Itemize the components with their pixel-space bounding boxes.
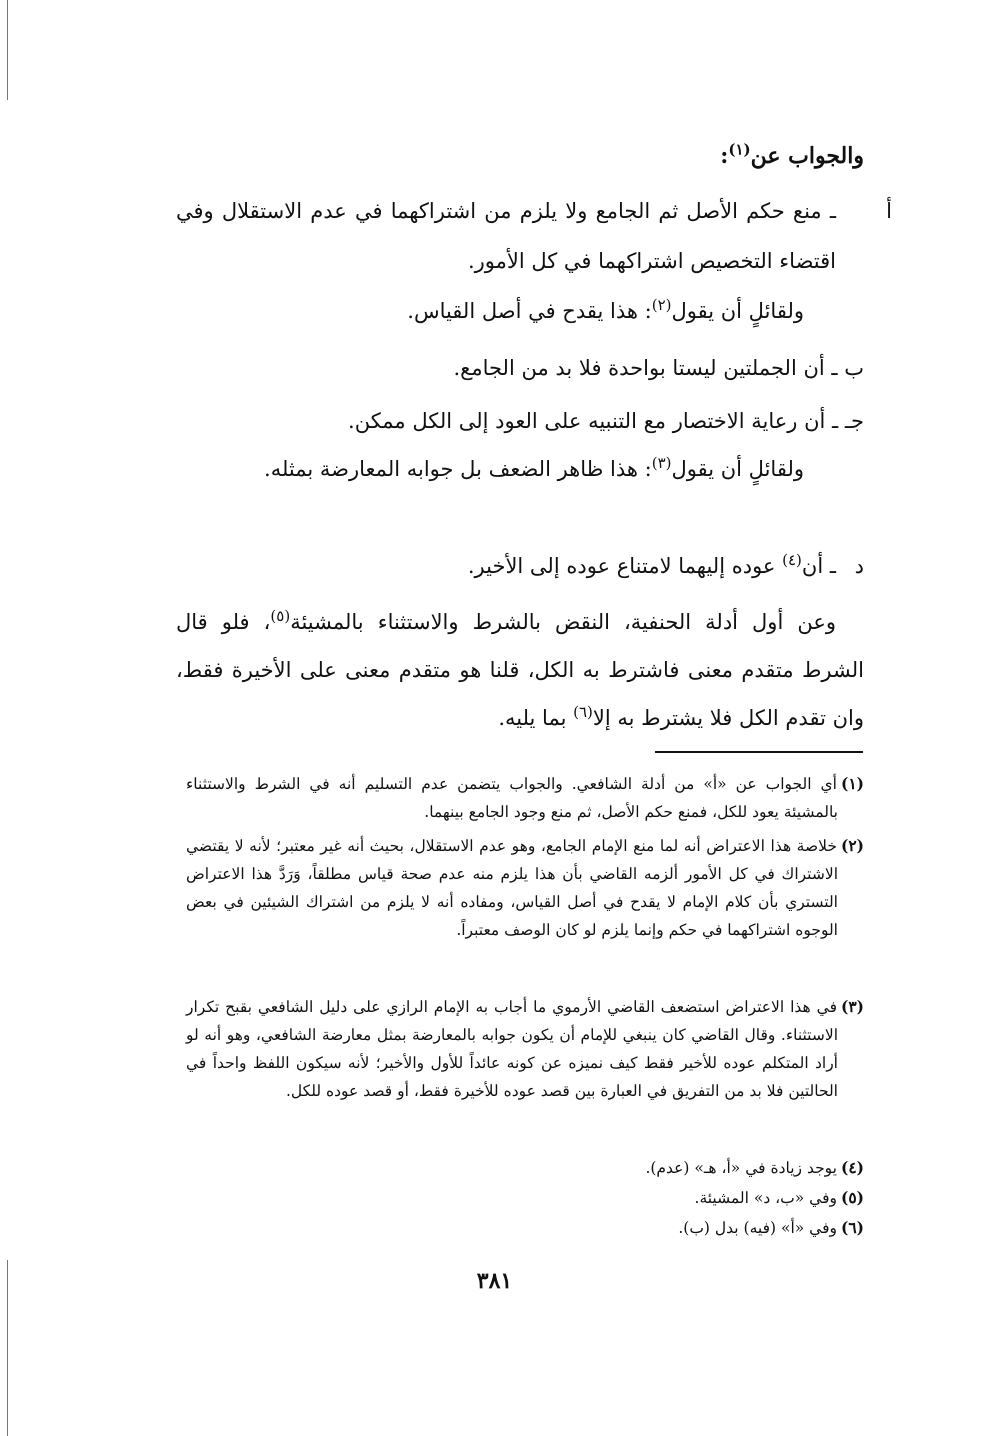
footnote-ref-6: (٦) xyxy=(573,703,593,721)
footnote-2-number: (٢) xyxy=(840,836,864,855)
paragraph-part-2: ، فلو قال الشرط متقدم معنى فاشترط به الكل، قلنا هو متقدم معنى على الأخيرة فقط، وان تقدم الكل فلا يشترط به إلا xyxy=(176,610,864,730)
objection-1-before: ولقائلٍ أن يقول xyxy=(671,299,804,323)
footnote-3-text: في هذا الاعتراض استضعف القاضي الأرموي ما أجاب به الإمام الرازي على دليل الشافعي بقبح تكرار الاستثناء. وقال القاضي كان ينبغي للإمام أن يكون جوابه بالمعارضة بمثل معارضة الشافعي، وهو أنه لو أراد المتكلم عوده للأخير فقط كيف نميزه عن كونه عائداً للأول والأخير؛ لأنه سيكون اللفظ واحداً في الحالتين فلا بد من التفريق في العبارة بين قصد عوده للأخيرة فقط، أو قصد عوده للكل. xyxy=(186,998,838,1100)
footnote-2-text: خلاصة هذا الاعتراض أنه لما منع الإمام الجامع، وهو عدم الاستقلال، بحيث أنه غير معتبر؛ لأنه لا يقتضي الاشتراك في كل الأمور ألزمه القاضي بأن هذا يلزم منه عدم صحة قياس مطلقاً، وَرَدَّ هذا الاعتراض التستري بأن كلام الإمام لا يقدح في أصل القياس، ومفاده أنه لا يلزم من اشتراك الشيئين في بعض الوجوه اشتراكهما في حكم وإنما يلزم لو كان الوصف معتبراً. xyxy=(186,837,838,939)
objection-2 xyxy=(176,444,864,494)
item-marker-dal: د xyxy=(854,554,864,578)
section-heading xyxy=(176,140,864,172)
objection-1-after: : هذا يقدح في أصل القياس. xyxy=(407,299,652,323)
item-dal xyxy=(176,541,864,591)
footnote-5 xyxy=(186,1184,864,1212)
footnote-4-text: يوجد زيادة في «أ، هـ» (عدم). xyxy=(645,1159,837,1177)
footnote-ref-2: (٢) xyxy=(651,296,672,314)
footnote-1-number: (١) xyxy=(840,774,864,793)
footnote-6-number: (٦) xyxy=(840,1218,864,1237)
item-jim-text: جـ ـ أن رعاية الاختصار مع التنبيه على العود إلى الكل ممكن. xyxy=(348,409,864,433)
footnote-4-number: (٤) xyxy=(840,1158,864,1177)
scan-edge-line-top xyxy=(7,0,8,100)
item-dal-before: ـ أن xyxy=(801,554,836,578)
footnote-5-number: (٥) xyxy=(840,1188,864,1207)
objection-2-before: ولقائلٍ أن يقول xyxy=(671,457,804,481)
objection-1 xyxy=(176,286,864,336)
footnote-6-text: وفي «أ» (فيه) بدل (ب). xyxy=(678,1219,837,1237)
footnote-3 xyxy=(186,993,864,1105)
heading-colon: : xyxy=(720,143,729,169)
objection-2-after: : هذا ظاهر الضعف بل جوابه المعارضة بمثله. xyxy=(264,457,652,481)
item-alif-text: ـ منع حكم الأصل ثم الجامع ولا يلزم من اشتراكهما في عدم الاستقلال وفي اقتضاء التخصيص اشتراكهما في كل الأمور. xyxy=(176,199,836,273)
footnote-5-text: وفي «ب، د» المشيئة. xyxy=(694,1189,837,1207)
footnote-1-text: أي الجواب عن «أ» من أدلة الشافعي. والجواب يتضمن عدم التسليم أنه في الشرط والاستثناء بالمشيئة يعود للكل، فمنع حكم الأصل، ثم منع وجود الجامع بينهما. xyxy=(186,775,838,821)
footnote-1 xyxy=(186,770,864,826)
item-jim xyxy=(176,396,864,446)
item-ba-text: ب ـ أن الجملتين ليستا بواحدة فلا بد من الجامع. xyxy=(453,356,864,380)
footnote-ref-4: (٤) xyxy=(782,551,802,569)
footnote-ref-1: (١) xyxy=(728,140,751,159)
item-ba xyxy=(176,343,864,393)
paragraph-part-1: وعن أول أدلة الحنفية، النقض بالشرط والاستثناء بالمشيئة xyxy=(290,610,836,634)
footnote-2 xyxy=(186,832,864,944)
body-paragraph xyxy=(176,598,864,742)
page-number: ٣٨١ xyxy=(476,1268,513,1294)
item-dal-after: عوده إليهما لامتناع عوده إلى الأخير. xyxy=(467,554,783,578)
footnote-ref-5: (٥) xyxy=(270,607,291,625)
heading-text: والجواب عن xyxy=(750,143,864,169)
item-alif xyxy=(176,186,892,286)
paragraph-part-3: بما يليه. xyxy=(498,706,574,730)
footnote-6 xyxy=(186,1214,864,1242)
footnote-separator xyxy=(655,751,863,753)
footnote-4 xyxy=(186,1154,864,1182)
footnote-3-number: (٣) xyxy=(840,997,864,1016)
item-marker-alif: أ xyxy=(886,199,892,223)
footnote-ref-3: (٣) xyxy=(651,454,672,472)
